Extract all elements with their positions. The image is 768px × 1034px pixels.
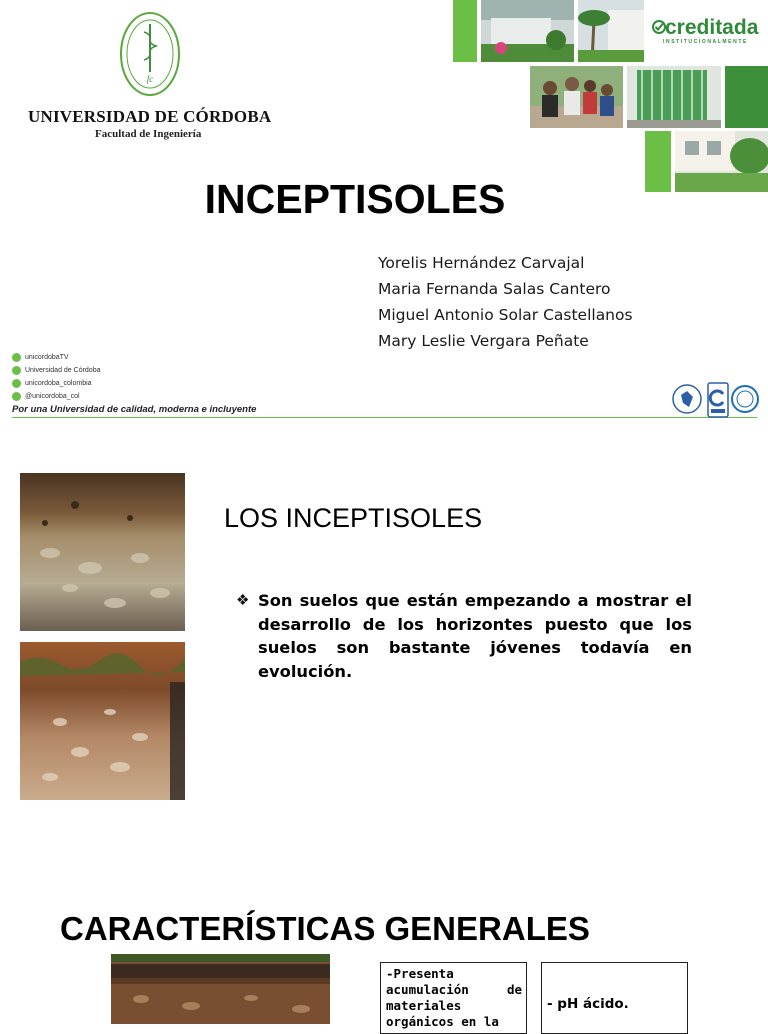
diamond-bullet-icon: ❖ [236,592,250,609]
university-name: UNIVERSIDAD DE CÓRDOBA [28,107,272,126]
author-list [378,250,678,354]
instagram-icon [12,379,21,388]
section-heading: LOS INCEPTISOLES [224,503,483,533]
author-name: Yorelis Hernández Carvajal [378,254,585,272]
author-name: Miguel Antonio Solar Castellanos [378,306,633,324]
tagline: Por una Universidad de calidad, moderna e incluyente [12,404,257,415]
social-label: unicordoba_colombia [25,380,92,387]
certification-caption [706,417,707,422]
university-seal-logo [118,10,182,98]
social-item [12,364,212,377]
soil-profile-photo [20,473,185,631]
social-label: Universidad de Córdoba [25,367,101,374]
bullet-item [236,589,692,683]
twitter-icon [12,392,21,401]
dark-green-tile [725,66,768,128]
students-photo [530,66,623,128]
soil-horizon-photo [111,954,330,1024]
certification-logos [672,381,762,421]
social-item [12,351,212,364]
faculty-name: Facultad de Ingeniería [95,128,202,140]
video-icon [12,353,21,362]
seal-caption [118,98,182,102]
green-facade-photo [627,66,721,128]
author-name: Mary Leslie Vergara Peñate [378,332,589,350]
social-item [12,377,212,390]
characteristic-box [541,962,688,1034]
svg-text:fc: fc [146,74,154,84]
title-slide [0,0,768,432]
footer-divider [12,417,757,418]
campus-building-photo [481,0,574,62]
social-links [12,351,212,403]
campus-palm-photo [578,0,644,62]
accreditation-brand: creditada [665,16,759,39]
soil-profile-photo [20,642,185,800]
characteristic-box [380,962,527,1034]
check-icon [652,20,666,34]
author-name: Maria Fernanda Salas Cantero [378,280,611,298]
social-label: unicordobaTV [25,354,69,361]
accreditation-subtitle: INSTITUCIONALMENTE [663,39,748,45]
section-heading: CARACTERÍSTICAS GENERALES [60,910,590,947]
green-tile-small [645,131,671,192]
campus-courtyard-photo [675,131,768,192]
presentation-title: INCEPTISOLES [204,176,506,222]
bullet-text: Son suelos que están empezando a mostrar el desarrollo de los horizontes puesto que los suelos son bastante jóvenes todavía en evolución. [258,591,692,681]
social-item [12,390,212,403]
characteristic-text: -Presenta acumulación de materiales orgánicos en la [386,966,522,1029]
characteristic-text: - pH ácido. [547,996,629,1012]
facebook-icon [12,366,21,375]
social-label: @unicordoba_col [25,393,80,400]
green-tile [453,0,477,62]
